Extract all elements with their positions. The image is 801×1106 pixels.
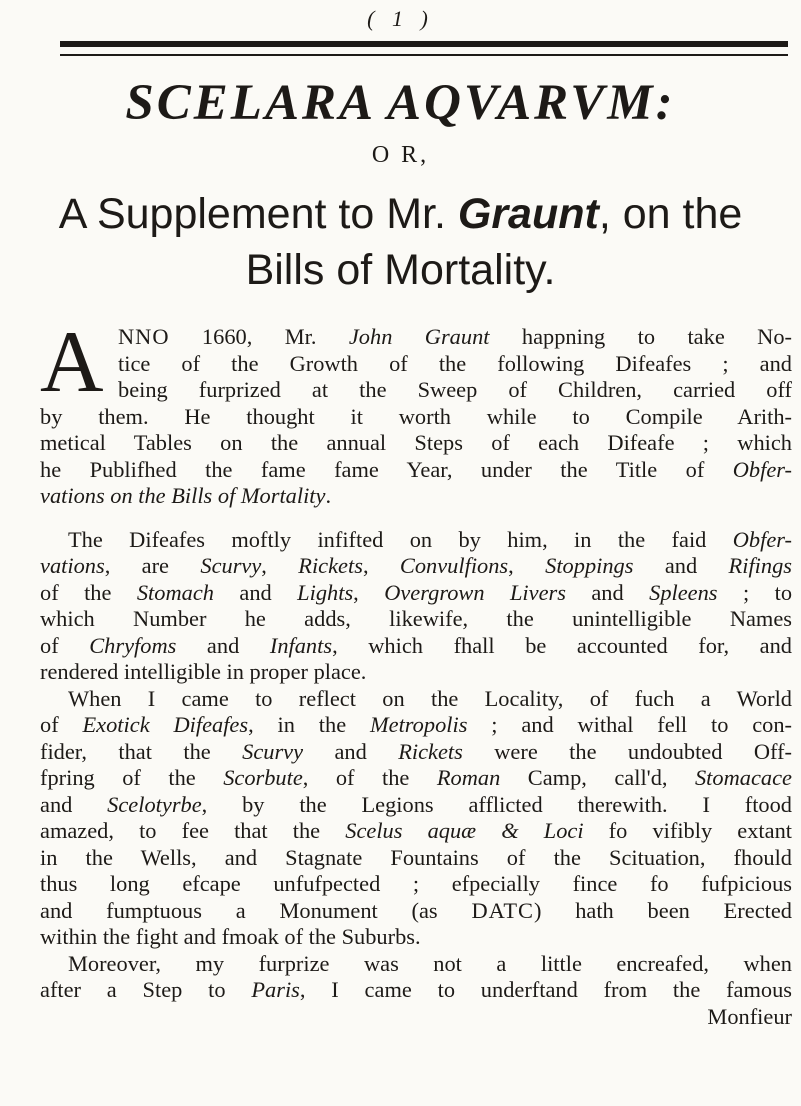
page-number: ( 1 ) — [367, 6, 434, 31]
text-line: of the Stomach and Lights, Overgrown Livers and Spleens ; to — [40, 579, 793, 605]
main-title: SCELARA AQVARVM: — [125, 75, 676, 131]
text-line: within the fight and fmoak of the Suburbs. — [40, 924, 421, 949]
text-line: metical Tables on the annual Steps of each Difeafe ; which — [40, 430, 792, 455]
subtitle — [0, 186, 801, 298]
text-line: he Publifhed the fame fame Year, under the Title of Obfer- — [40, 456, 792, 482]
text-line: being furprized at the Sweep of Children, carried off — [118, 377, 792, 402]
subtitle-line-1: A Supplement to Mr. Graunt, on the — [58, 190, 743, 238]
header-rule-thick — [60, 41, 788, 47]
text-line: vations, are Scurvy, Rickets, Convulfions, Stoppings and Rifings — [40, 553, 792, 578]
subtitle-line-2: Bills of Mortality. — [245, 246, 556, 294]
or-line: O R, — [371, 142, 430, 168]
paragraph-1 — [40, 314, 792, 510]
header-rule-thin — [60, 54, 788, 56]
text-line: thus long efcape unfufpected ; efpecially fince fo fufpicious — [40, 871, 792, 896]
body-text — [40, 314, 793, 1030]
text-line: in the Wells, and Stagnate Fountains of the Scituation, fhould — [40, 844, 792, 870]
text-line: and Scelotyrbe, by the Legions afflicted therewith. I ftood — [40, 791, 792, 817]
text-line: which Number he adds, likewife, the unintelligible Names — [40, 606, 792, 631]
text-line: fider, that the Scurvy and Rickets were the undoubted Off- — [40, 738, 792, 764]
text-line: The Difeafes moftly infifted on by him, in the faid Obfer- — [68, 526, 792, 552]
text-line: When I came to reflect on the Locality, of fuch a World — [68, 685, 792, 711]
text-line: amazed, to fee that the Scelus aquæ & Loci fo vifibly extant — [40, 818, 792, 843]
text-line: vations on the Bills of Mortality. — [40, 483, 332, 508]
text-line: NNO 1660, Mr. John Graunt happning to take No- — [118, 324, 792, 349]
author-name: Graunt — [457, 190, 599, 238]
text-line: of Exotick Difeafes, in the Metropolis ; and withal fell to con- — [40, 712, 793, 737]
text-line: rendered intelligible in proper place. — [40, 659, 367, 684]
catchword: Monfieur — [707, 1003, 792, 1029]
text-line: after a Step to Paris, I came to underftand from the famous — [40, 977, 792, 1002]
text-line: Moreover, my furprize was not a little encreafed, when — [68, 950, 792, 976]
paragraph-4 — [40, 951, 792, 1031]
text-line: tice of the Growth of the following Difeafes ; and — [118, 350, 792, 376]
paragraph-3 — [40, 686, 792, 951]
paragraph-2 — [40, 527, 792, 686]
text-line: fpring of the Scorbute, of the Roman Camp, call'd, Stomacace — [40, 765, 792, 790]
drop-cap: A — [40, 314, 104, 411]
text-line: of Chryfoms and Infants, which fhall be accounted for, and — [40, 632, 792, 658]
text-line: and fumptuous a Monument (as DATC) hath been Erected — [40, 897, 792, 923]
text-line: by them. He thought it worth while to Compile Arith- — [40, 403, 792, 429]
